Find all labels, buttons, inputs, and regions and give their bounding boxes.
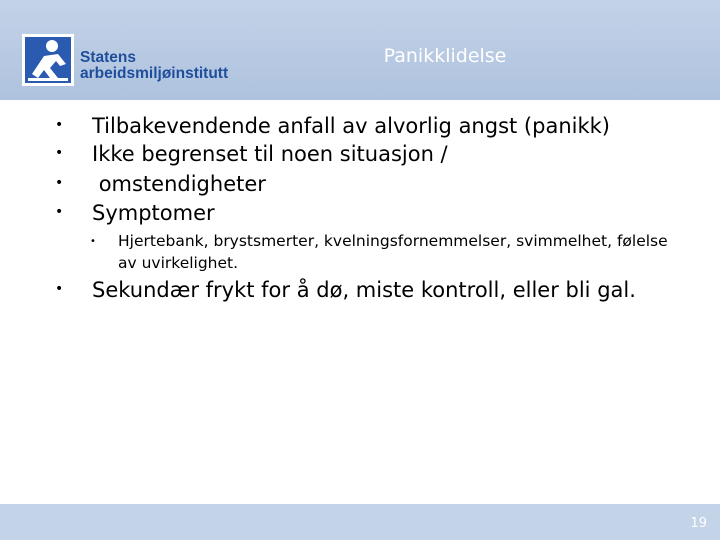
bullet-dot: • xyxy=(55,117,64,133)
sub-bullet-dot: • xyxy=(90,236,96,247)
bullet-dot: • xyxy=(55,145,64,161)
bullet-text: Sekundær frykt for å dø, miste kontroll, eller bli gal. xyxy=(92,278,636,302)
bullet-text: Ikke begrenset til noen situasjon / xyxy=(92,142,448,166)
bullet-text: Tilbakevendende anfall av alvorlig angst (panikk) xyxy=(92,114,610,138)
bullet-dot: • xyxy=(55,175,64,191)
header-band xyxy=(0,0,720,100)
agency-name xyxy=(80,50,228,82)
sub-bullet-text: Hjertebank, brystsmerter, kvelningsfornemmelser, svimmelhet, følelse av uvirkelighet. xyxy=(118,232,668,272)
agency-name-line2: arbeidsmiljøinstitutt xyxy=(80,65,229,82)
bullet-dot: • xyxy=(55,204,64,220)
agency-name-line1: Statens xyxy=(80,49,136,66)
bullet-dot: • xyxy=(55,281,64,297)
bullet-text: omstendigheter xyxy=(92,172,266,196)
page-number: 19 xyxy=(690,516,707,531)
footer-band xyxy=(0,504,720,540)
bullet-text: Symptomer xyxy=(92,201,215,225)
slide-title: Panikklidelse xyxy=(383,45,507,67)
agency-logo-icon xyxy=(22,34,74,86)
